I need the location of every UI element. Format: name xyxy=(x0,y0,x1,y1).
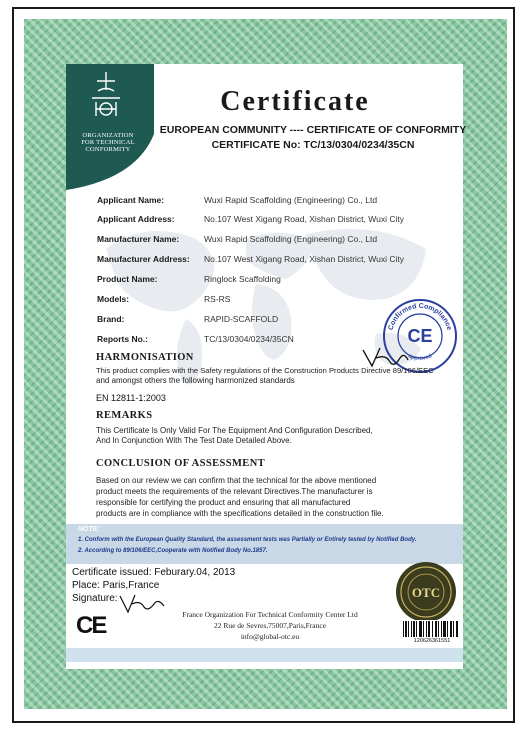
field-value: RAPID-SCAFFOLD xyxy=(204,314,279,324)
conclusion-heading: CONCLUSION OF ASSESSMENT xyxy=(96,458,266,469)
issue-place: Place: Paris,France xyxy=(72,580,160,591)
note-line: 2. According to 89/106/EEC,Cooperate with Notified Body No.1857. xyxy=(78,548,268,554)
field-label: Reports No.: xyxy=(97,334,148,344)
conclusion-line: product meets the requirements of the relevant Directives.The manufacturer is xyxy=(96,487,373,496)
field-value: RS-RS xyxy=(204,294,231,304)
field-label: Product Name: xyxy=(97,274,158,284)
remarks-heading: REMARKS xyxy=(96,410,153,421)
note-box xyxy=(66,524,463,564)
field-label: Applicant Address: xyxy=(97,214,175,224)
barcode xyxy=(402,620,460,640)
note-line: 1. Conform with the European Quality Standard, the assessment tests was Partially or Entirely tested by Notified Body. xyxy=(78,537,417,543)
stamp-top-text: Confirmed Compliance xyxy=(387,302,453,332)
harmonisation-text xyxy=(96,366,476,386)
field-label: Brand: xyxy=(97,314,125,324)
org-line: FOR TECHNICAL xyxy=(81,139,135,146)
note-label: NOTE: xyxy=(78,526,100,533)
barcode-number: 120626361551 xyxy=(413,638,451,644)
footer-band xyxy=(66,648,463,662)
certificate-number-label: CERTIFICATE No: xyxy=(211,139,301,151)
issue-date: Certificate issued: Feburary.04, 2013 xyxy=(72,567,236,578)
field-label: Applicant Name: xyxy=(97,195,165,205)
certificate-number-value: TC/13/0304/0234/35CN xyxy=(303,139,415,151)
field-value: No.107 West Xigang Road, Xishan District, Wuxi City xyxy=(204,214,404,224)
harmonisation-heading: HARMONISATION xyxy=(96,352,194,363)
certificate-number xyxy=(158,139,468,151)
svg-text:approved xyxy=(407,353,433,362)
field-label: Models: xyxy=(97,294,130,304)
certificate-title: Certificate xyxy=(220,86,370,117)
ce-mark: CE xyxy=(76,612,106,639)
field-value: No.107 West Xigang Road, Xishan District, Wuxi City xyxy=(204,254,404,264)
remarks-line: This Certificate Is Only Valid For The Equipment And Configuration Described, xyxy=(96,426,373,435)
otc-seal-icon xyxy=(395,561,457,623)
remarks-text xyxy=(96,426,476,446)
organization-name xyxy=(70,132,146,153)
seal-text: OTC xyxy=(411,585,441,600)
certificate-subtitle: EUROPEAN COMMUNITY ---- CERTIFICATE OF CONFORMITY xyxy=(159,124,467,136)
stamp-bottom-text: approved xyxy=(407,353,433,363)
center-name: France Organization For Technical Conformity Center Ltd xyxy=(182,610,358,619)
center-address: 22 Rue de Sevres,75007,Paris,France xyxy=(213,621,327,630)
harmonised-standard: EN 12811-1:2003 xyxy=(96,393,166,403)
field-label: Manufacturer Address: xyxy=(97,254,190,264)
field-value: Wuxi Rapid Scaffolding (Engineering) Co., Ltd xyxy=(204,195,378,205)
signature-label: Signature: xyxy=(72,593,118,604)
harmonisation-line: This product complies with the Safety regulations of the Construction Products Directive 89/106/EEC xyxy=(96,366,434,375)
conclusion-line: Based on our review we can confirm that the technical for the above mentioned xyxy=(96,476,377,485)
center-email: info@global-otc.eu xyxy=(240,632,300,641)
field-value: Ringlock Scaffolding xyxy=(204,274,281,284)
org-line: ORGANIZATION xyxy=(82,132,134,139)
conclusion-line: responsible for certifying the product and ensuring that all manufactured xyxy=(96,498,351,507)
field-value: TC/13/0304/0234/35CN xyxy=(204,334,294,344)
field-label: Manufacturer Name: xyxy=(97,234,180,244)
org-line: CONFORMITY xyxy=(85,146,131,153)
conclusion-line: products are in compliance with the specifications detailed in the construction file. xyxy=(96,509,384,518)
conclusion-text xyxy=(96,475,476,519)
remarks-line: And In Conjunction With The Test Date Detailed Above. xyxy=(96,436,292,445)
harmonisation-line: and amongst others the following harmonized standards xyxy=(96,376,295,385)
organization-logo-corner xyxy=(66,64,154,190)
stamp-ce-mark: CE xyxy=(407,326,433,346)
field-value: Wuxi Rapid Scaffolding (Engineering) Co., Ltd xyxy=(204,234,378,244)
